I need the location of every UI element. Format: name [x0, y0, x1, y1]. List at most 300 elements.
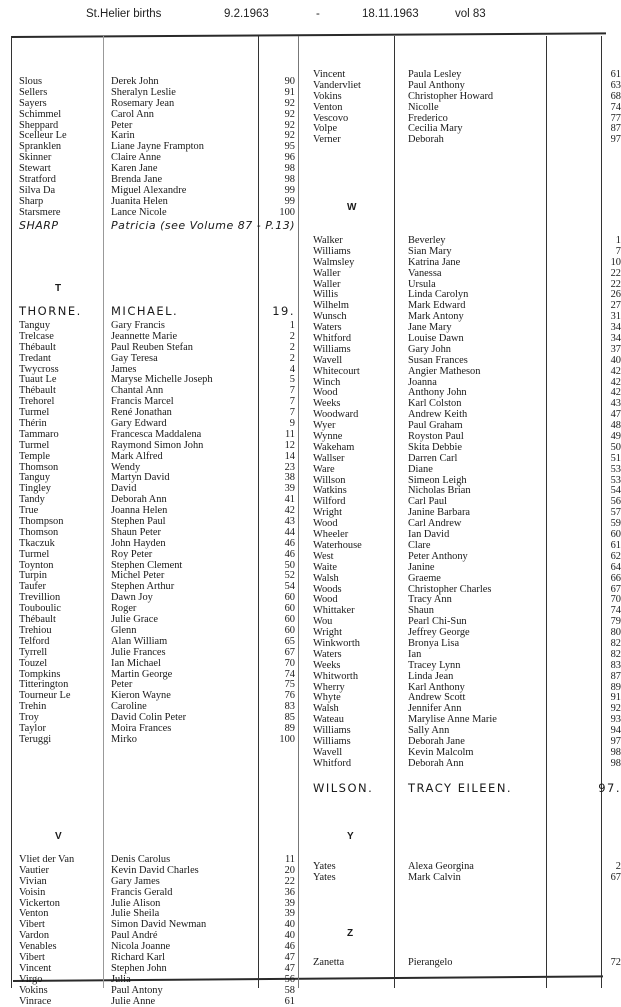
- entry-number: 37: [610, 343, 621, 355]
- entry-number: 92: [284, 119, 295, 131]
- given-names: Diane: [408, 463, 433, 475]
- surname: Wilford: [313, 496, 346, 508]
- surname: Slous: [19, 76, 43, 87]
- given-names: Paul Antony: [111, 984, 163, 996]
- surname: Woodward: [313, 409, 359, 421]
- entry-number: 40: [284, 930, 295, 942]
- given-names: Paul Anthony: [408, 79, 465, 91]
- surname: Virgo: [19, 973, 43, 985]
- register-entry: [313, 465, 621, 476]
- entry-number: 58: [284, 984, 295, 996]
- given-names: Sheralyn Leslie: [111, 86, 176, 98]
- date-from: 9.2.1963: [224, 8, 269, 20]
- entry-number: 97: [610, 134, 621, 146]
- given-names: Paul André: [111, 930, 158, 942]
- surname: Touboulic: [19, 603, 61, 615]
- entry-number: 56: [284, 973, 295, 985]
- given-names: Clare: [408, 539, 431, 551]
- entry-number: 40: [610, 354, 621, 366]
- surname: Wherry: [313, 681, 345, 693]
- given-names: Karl Anthony: [408, 681, 465, 693]
- entry-number: 87: [610, 123, 621, 135]
- entry-number: 64: [610, 561, 621, 573]
- given-names: Pearl Chi-Sun: [408, 616, 467, 628]
- register-entry: [313, 661, 621, 672]
- surname: Whitworth: [313, 670, 359, 682]
- surname: Tuaut Le: [19, 374, 57, 386]
- given-names: James: [111, 363, 137, 375]
- given-names: Christopher Charles: [408, 583, 492, 595]
- given-names: Brenda Jane: [111, 174, 163, 186]
- surname: Thérin: [19, 418, 47, 430]
- entry-number: 74: [610, 605, 621, 617]
- given-names: Rosemary Jean: [111, 97, 175, 109]
- entry-number: 98: [284, 174, 295, 186]
- given-names: Karen Jane: [111, 163, 158, 175]
- surname: Troy: [19, 712, 39, 724]
- given-names: Francis Marcel: [111, 396, 174, 408]
- register-entry: [19, 735, 295, 746]
- entry-number: 2: [615, 861, 621, 872]
- entry-number: 54: [610, 485, 621, 497]
- surname: Titterington: [19, 679, 69, 691]
- given-names: Richard Karl: [111, 952, 165, 964]
- surname: Vliet der Van: [19, 854, 75, 865]
- entry-number: 39: [284, 483, 295, 495]
- register-entry: [19, 550, 295, 561]
- surname: Thomson: [19, 526, 59, 538]
- surname: Trelcase: [19, 330, 54, 342]
- surname: WILSON.: [313, 781, 374, 795]
- entry-number: 82: [610, 637, 621, 649]
- given-names: Janine Barbara: [408, 507, 471, 519]
- given-names: Peter Anthony: [408, 550, 468, 562]
- entry-number: 92: [284, 97, 295, 109]
- given-names: Anthony John: [408, 387, 467, 399]
- register-entry: [19, 473, 295, 484]
- given-names: Gary James: [111, 875, 160, 887]
- given-names: Karl Colston: [408, 398, 462, 410]
- register-entry: [313, 323, 621, 334]
- surname: Schimmel: [19, 108, 62, 120]
- entry-number: 61: [610, 539, 621, 551]
- given-names: Carl Andrew: [408, 518, 462, 530]
- given-names: Moira Frances: [111, 722, 172, 734]
- register-entry: [313, 693, 621, 704]
- surname: Wou: [313, 616, 333, 628]
- middle-divider: [298, 36, 299, 988]
- entry-number: 72: [610, 957, 621, 968]
- given-names: Ian: [408, 648, 422, 660]
- given-names: Paul Reuben Stefan: [111, 341, 193, 353]
- given-names: Deborah Jane: [408, 735, 465, 747]
- entry-number: 61: [610, 69, 621, 80]
- surname: THORNE.: [19, 304, 82, 318]
- surname: Wood: [313, 518, 338, 530]
- surname: Sheppard: [19, 119, 59, 131]
- given-names: Bronya Lisa: [408, 637, 460, 649]
- given-names: Lance Nicole: [111, 206, 167, 218]
- surname: Temple: [19, 450, 51, 462]
- given-names: Cecilia Mary: [408, 123, 463, 135]
- surname: Vivian: [19, 875, 47, 887]
- given-names: Miguel Alexandre: [111, 184, 187, 196]
- entry-number: 2: [289, 352, 295, 364]
- surname: Wallser: [313, 452, 345, 464]
- given-names: Nicholas Brian: [408, 485, 471, 497]
- register-entry: [313, 443, 621, 454]
- register-entry: [313, 759, 621, 770]
- register-entry: [313, 312, 621, 323]
- entry-number: 70: [284, 657, 295, 669]
- given-names: Mark Antony: [408, 311, 464, 323]
- given-names: Graeme: [408, 572, 441, 584]
- entry-number: 46: [284, 941, 295, 953]
- right-z-section: [313, 958, 621, 969]
- surname: Thébault: [19, 341, 56, 353]
- given-names: Linda Carolyn: [408, 289, 469, 301]
- surname: Waite: [313, 561, 337, 573]
- entry-number: 90: [284, 76, 295, 87]
- surname: Tanguy: [19, 320, 51, 331]
- surname: Tourneur Le: [19, 690, 71, 702]
- entry-number: 60: [284, 603, 295, 615]
- right-v-section: [313, 70, 621, 146]
- register-entry: [19, 986, 295, 997]
- right-w-handwritten-entry: [313, 783, 621, 794]
- register-entry: [19, 582, 295, 593]
- given-names: Liane Jayne Frampton: [111, 141, 204, 153]
- register-entry: [313, 124, 621, 135]
- register-entry: [19, 110, 295, 121]
- given-names: Marylise Anne Marie: [408, 714, 497, 726]
- entry-number: 7: [289, 396, 295, 408]
- section-letter-y: Y: [347, 831, 354, 842]
- surname: Volpe: [313, 123, 338, 135]
- surname: Verner: [313, 134, 341, 146]
- surname: Vandervliet: [313, 79, 361, 91]
- surname: Touzel: [19, 657, 48, 669]
- surname: Williams: [313, 343, 351, 355]
- register-entry: [313, 748, 621, 759]
- given-names: Peter: [111, 119, 133, 131]
- surname: Williams: [313, 245, 351, 257]
- surname: Vincent: [313, 69, 346, 80]
- entry-number: 93: [610, 714, 621, 726]
- given-names: Karin: [111, 130, 135, 142]
- given-names: Jennifer Ann: [408, 703, 462, 715]
- given-names: Alan William: [111, 635, 168, 647]
- register-entry: [313, 726, 621, 737]
- register-entry: [313, 378, 621, 389]
- register-entry: [313, 552, 621, 563]
- entry-number: 42: [284, 505, 295, 517]
- given-names: Denis Carolus: [111, 854, 171, 865]
- date-separator: -: [316, 8, 320, 20]
- register-entry: [313, 301, 621, 312]
- surname: West: [313, 550, 334, 562]
- given-names: Gary Francis: [111, 320, 165, 331]
- register-entry: [313, 862, 621, 873]
- surname: Telford: [19, 635, 50, 647]
- entry-number: 49: [610, 431, 621, 443]
- surname: Stewart: [19, 163, 51, 175]
- given-names: Dawn Joy: [111, 592, 153, 604]
- entry-number: 61: [284, 995, 295, 1007]
- entry-number: 48: [610, 420, 621, 432]
- entry-number: 1: [289, 320, 295, 331]
- given-names: Claire Anne: [111, 152, 161, 164]
- entry-number: 68: [610, 90, 621, 102]
- register-entry: [19, 208, 295, 219]
- surname: Winkworth: [313, 637, 360, 649]
- given-names: Skita Debbie: [408, 441, 462, 453]
- entry-number: 96: [284, 152, 295, 164]
- surname: Venton: [313, 101, 343, 113]
- surname: Vautier: [19, 864, 50, 876]
- entry-number: 19.: [272, 304, 295, 318]
- register-entry: [313, 103, 621, 114]
- surname: Zanetta: [313, 957, 345, 968]
- register-entry: [313, 563, 621, 574]
- given-names: Linda Jean: [408, 670, 454, 682]
- register-entry: [313, 135, 621, 146]
- entry-number: 52: [284, 570, 295, 582]
- entry-number: 42: [610, 365, 621, 377]
- surname: Skinner: [19, 152, 52, 164]
- entry-number: 77: [610, 112, 621, 124]
- register-page: [11, 36, 621, 1007]
- register-entry: [313, 574, 621, 585]
- given-names: Simeon Leigh: [408, 474, 467, 486]
- page-header: [0, 0, 613, 28]
- left-v-section: [19, 855, 295, 1007]
- register-entry: [313, 606, 621, 617]
- register-entry: [313, 683, 621, 694]
- left-s-section: [19, 77, 295, 219]
- given-names: Nicolle: [408, 101, 439, 113]
- entry-number: 51: [610, 452, 621, 464]
- surname: Ware: [313, 463, 335, 475]
- entry-number: 13): [275, 219, 295, 232]
- entry-number: 26: [610, 289, 621, 301]
- register-entry: [19, 452, 295, 463]
- entry-number: 60: [284, 592, 295, 604]
- surname: Waller: [313, 278, 341, 290]
- surname: Wood: [313, 594, 338, 606]
- surname: Waters: [313, 322, 342, 334]
- entry-number: 98: [610, 746, 621, 758]
- top-rule: [11, 32, 606, 38]
- surname: Sellers: [19, 86, 48, 98]
- given-names: Kevin David Charles: [111, 864, 199, 876]
- register-entry: [313, 388, 621, 399]
- entry-number: 42: [610, 387, 621, 399]
- register-entry: [313, 958, 621, 969]
- given-names: Simon David Newman: [111, 919, 207, 931]
- given-names: Joanna Helen: [111, 505, 168, 517]
- given-names: Roy Peter: [111, 548, 153, 560]
- surname: Vokins: [313, 90, 342, 102]
- entry-number: 91: [610, 692, 621, 704]
- surname: Vinrace: [19, 995, 52, 1007]
- surname: Tkaczuk: [19, 537, 55, 549]
- surname: Sayers: [19, 97, 47, 109]
- surname: Wavell: [313, 354, 343, 366]
- given-names: MICHAEL.: [111, 304, 179, 318]
- given-names: Paula Lesley: [408, 69, 462, 80]
- entry-number: 7: [615, 245, 621, 257]
- given-names: Jeannette Marie: [111, 330, 178, 342]
- entry-number: 4: [289, 363, 295, 375]
- surname: Waller: [313, 267, 341, 279]
- surname: Waters: [313, 648, 342, 660]
- surname: Walsh: [313, 703, 339, 715]
- section-letter-z: Z: [347, 928, 354, 939]
- surname: Venton: [19, 908, 49, 920]
- surname: Turmel: [19, 548, 50, 560]
- surname: Winch: [313, 376, 341, 388]
- surname: Tingley: [19, 483, 51, 495]
- surname: SHARP: [19, 219, 59, 232]
- register-entry: [19, 964, 295, 975]
- entry-number: 66: [610, 572, 621, 584]
- register-entry: [19, 920, 295, 931]
- given-names: Jane Mary: [408, 322, 452, 334]
- given-names: Mark Alfred: [111, 450, 163, 462]
- register-entry: [313, 258, 621, 269]
- given-names: Carl Paul: [408, 496, 447, 508]
- surname: Woods: [313, 583, 342, 595]
- register-entry: [19, 153, 295, 164]
- surname: Vickerton: [19, 897, 60, 909]
- given-names: Ursula: [408, 278, 436, 290]
- given-names: Mirko: [111, 733, 137, 745]
- entry-number: 44: [284, 526, 295, 538]
- entry-number: 89: [284, 722, 295, 734]
- entry-number: 46: [284, 548, 295, 560]
- entry-number: 67: [610, 583, 621, 595]
- surname: Taufer: [19, 581, 46, 593]
- surname: Tammaro: [19, 428, 59, 440]
- entry-number: 91: [284, 86, 295, 98]
- surname: Starsmere: [19, 206, 61, 218]
- entry-number: 43: [610, 398, 621, 410]
- surname: Wynne: [313, 431, 343, 443]
- given-names: Gay Teresa: [111, 352, 158, 364]
- entry-number: 56: [610, 496, 621, 508]
- surname: Wheeler: [313, 529, 349, 541]
- entry-number: 9: [289, 418, 295, 430]
- given-names: Julie Alison: [111, 897, 161, 909]
- given-names: Francis Gerald: [111, 886, 173, 898]
- given-names: Peter: [111, 679, 133, 691]
- entry-number: 2: [289, 330, 295, 342]
- given-names: Jeffrey George: [408, 627, 470, 639]
- surname: Vincent: [19, 962, 52, 974]
- surname: Williams: [313, 725, 351, 737]
- entry-number: 39: [284, 908, 295, 920]
- register-entry: [19, 888, 295, 899]
- surname: Walmsley: [313, 256, 355, 268]
- surname: Yates: [313, 861, 336, 872]
- date-to: 18.11.1963: [362, 8, 419, 20]
- given-names: Martin George: [111, 668, 173, 680]
- entry-number: 39: [284, 897, 295, 909]
- surname: Stratford: [19, 174, 56, 186]
- surname: Teruggi: [19, 733, 52, 745]
- surname: Trehorel: [19, 396, 55, 408]
- surname: Turmel: [19, 439, 50, 451]
- register-entry: [313, 399, 621, 410]
- given-names: Kieron Wayne: [111, 690, 171, 702]
- entry-number: 82: [610, 648, 621, 660]
- surname: Wavell: [313, 746, 343, 758]
- register-entry: [313, 290, 621, 301]
- given-names: René Jonathan: [111, 407, 172, 419]
- given-names: Paul Graham: [408, 420, 463, 432]
- surname: Thébault: [19, 614, 56, 626]
- surname: Weeks: [313, 398, 341, 410]
- given-names: Susan Frances: [408, 354, 468, 366]
- entry-number: 47: [610, 409, 621, 421]
- register-entry: [19, 648, 295, 659]
- surname: Venables: [19, 941, 57, 953]
- register-title: St.Helier births: [86, 8, 162, 20]
- entry-number: 36: [284, 886, 295, 898]
- surname: Willson: [313, 474, 346, 486]
- surname: Walsh: [313, 572, 339, 584]
- entry-number: 65: [284, 635, 295, 647]
- surname: Tyrrell: [19, 646, 48, 658]
- given-names: Gary John: [408, 343, 451, 355]
- surname: Thompson: [19, 516, 64, 528]
- entry-number: 12: [284, 439, 295, 451]
- entry-number: 5: [289, 374, 295, 386]
- surname: Whitford: [313, 757, 352, 769]
- register-entry: [313, 114, 621, 125]
- surname: Toynton: [19, 559, 54, 571]
- given-names: John Hayden: [111, 537, 166, 549]
- entry-number: 22: [610, 278, 621, 290]
- surname: Watkins: [313, 485, 347, 497]
- given-names: Julia: [111, 973, 131, 985]
- entry-number: 34: [610, 322, 621, 334]
- surname: Vibert: [19, 919, 45, 931]
- surname: Trevillion: [19, 592, 61, 604]
- surname: Silva Da: [19, 184, 56, 196]
- register-entry: [19, 997, 295, 1007]
- entry-number: 92: [610, 703, 621, 715]
- section-letter-w: W: [347, 202, 357, 213]
- given-names: Patricia (see Volume 87 - P.: [111, 219, 275, 232]
- given-names: Christopher Howard: [408, 90, 494, 102]
- register-entry: [313, 508, 621, 519]
- surname: Tredant: [19, 352, 51, 364]
- given-names: Sian Mary: [408, 245, 452, 257]
- entry-number: 23: [284, 461, 295, 473]
- register-entry: [313, 519, 621, 530]
- register-entry: [313, 269, 621, 280]
- given-names: Stephen Paul: [111, 516, 166, 528]
- given-names: Beverley: [408, 235, 446, 246]
- entry-number: 7: [289, 407, 295, 419]
- given-names: Carol Ann: [111, 108, 155, 120]
- given-names: Wendy: [111, 461, 141, 473]
- entry-number: 11: [284, 428, 295, 440]
- surname: Vardon: [19, 930, 50, 942]
- entry-number: 11: [284, 854, 295, 865]
